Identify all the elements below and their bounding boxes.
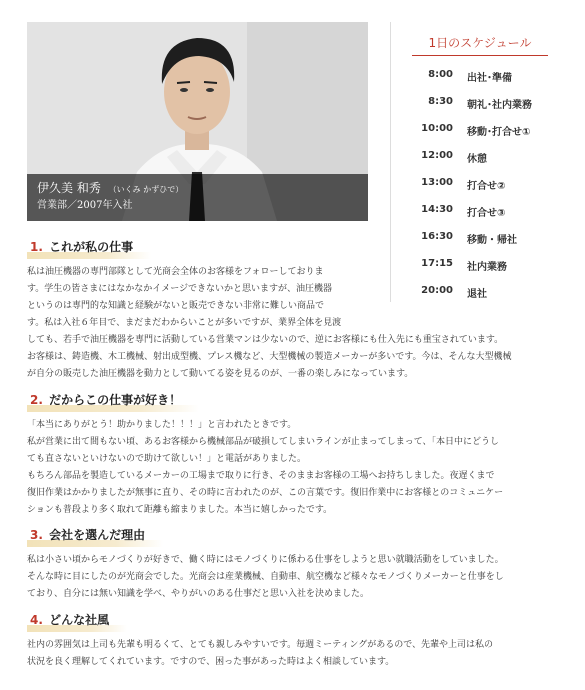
profile-name: 伊久美 和秀 [37,181,101,195]
section-line: す。学生の皆さまにはなかなかイメージできないかと思いますが、油圧機器 [27,284,333,294]
section-heading [27,611,127,632]
section-title: どんな社風 [49,613,110,627]
schedule-time: 12:00 [421,150,453,161]
schedule-time: 16:30 [421,231,453,242]
section-line: ており、自分には無い知識を学べ、やりがいのある仕事だと思い入社を決めました。 [27,589,370,599]
section-number: 4. [30,613,43,627]
section-body [27,417,567,519]
profile-name-line [37,180,358,198]
section-why-i-love-this-job [27,389,567,519]
section-title: これが私の仕事 [49,240,134,254]
section-line: 私は小さい頃からモノづくりが好きで、働く時にはモノづくりに係わる仕事をしようと思い就職活動をしていました。 [27,555,504,565]
profile-photo [27,22,368,221]
section-line: 私は油圧機器の専門部隊として光商会全体のお客様をフォローしておりま [27,267,324,277]
schedule-time: 17:15 [421,258,453,269]
schedule-time: 13:00 [421,177,453,188]
section-title: だからこの仕事が好き！ [49,393,182,407]
section-line: ても直さないといけないので助けて欲しい！」と電話がありました。 [27,454,307,464]
schedule-task: 社内業務 [467,262,507,273]
schedule-task: 退社 [467,289,487,300]
section-number: 1. [30,240,43,254]
schedule-item [401,177,571,195]
section-line: というのは専門的な知識と経験がないと販売できない非常に難しい商品で [27,301,325,311]
section-line: ションも普段より多く取れて距離も縮まりました。本当に嬉しかったです。 [27,505,333,515]
schedule-title: 1日のスケジュール [412,34,548,56]
schedule-task: 出社･準備 [467,73,512,84]
section-line: 私が営業に出て間もない頃、あるお客様から機械部品が破損してしまいラインが止まってしまって、「本日中にどうし [27,437,500,447]
profile-name-reading: （いくみ かずひで） [108,185,184,194]
section-body [27,552,567,603]
schedule-time: 20:00 [421,285,453,296]
schedule-time: 8:00 [428,69,453,80]
schedule-item [401,69,571,87]
section-heading [27,391,199,412]
schedule-item [401,123,571,141]
section-number: 3. [30,528,43,542]
profile-caption [27,174,368,221]
schedule-time: 8:30 [428,96,453,107]
section-company-culture [27,609,567,671]
schedule-task: 朝礼･社内業務 [467,100,532,111]
section-heading [27,238,151,259]
section-body [27,637,567,671]
schedule-item [401,96,571,114]
section-heading [27,526,163,547]
schedule-time: 10:00 [421,123,453,134]
section-line: そんな時に目にしたのが光商会でした。光商会は産業機械、自動車、航空機など様々なモノづくりメーカーと仕事をし [27,572,504,582]
section-my-job [27,236,567,383]
section-line: もちろん部品を製造しているメーカーの工場まで取りに行き、そのままお客様の工場へお持ちしました。夜遅くまで [27,471,495,481]
schedule-item [401,150,571,168]
schedule-item [401,204,571,222]
schedule-task: 移動･打合せ① [467,127,531,138]
section-line: す。私は入社６年目で、まだまだわからいことが多いですが、業界全体を見渡 [27,318,342,328]
section-line: お客様は、鋳造機、木工機械、射出成型機、プレス機など、大型機械の製造メーカーが多いです。今は、そんな大型機械 [27,352,512,362]
section-title: 会社を選んだ理由 [49,528,146,542]
profile-department: 営業部／2007年入社 [37,200,133,211]
section-why-this-company [27,524,567,603]
schedule-task: 移動・帰社 [467,235,517,246]
section-line: 「本当にありがとう！助かりました！！！」と言われたときです。 [27,420,297,430]
schedule-task: 打合せ② [467,181,506,192]
section-number: 2. [30,393,43,407]
schedule-task: 打合せ③ [467,208,506,219]
schedule-time: 14:30 [421,204,453,215]
section-body [27,264,567,383]
section-line: 状況を良く理解してくれています。ですので、困った事があった時はよく相談しています。 [27,657,395,667]
section-line: が自分の販売した油圧機器を動力として動いてる姿を見るのが、一番の楽しみになっています。 [27,369,414,379]
section-line: 社内の雰囲気は上司も先輩も明るくて、とても親しみやすいです。毎週ミーティングがあるので、先輩や上司は私の [27,640,494,650]
section-line: 復旧作業はかかりましたが無事に直り、その時に言われたのが、この言葉です。復旧作業中にお客様とのコミュニケー [27,488,504,498]
schedule-task: 休憩 [467,154,487,165]
section-line: しても、若手で油圧機器を専門に活動している営業マンは少ないので、逆にお客様にも仕入先にも重宝されています。 [27,335,504,345]
